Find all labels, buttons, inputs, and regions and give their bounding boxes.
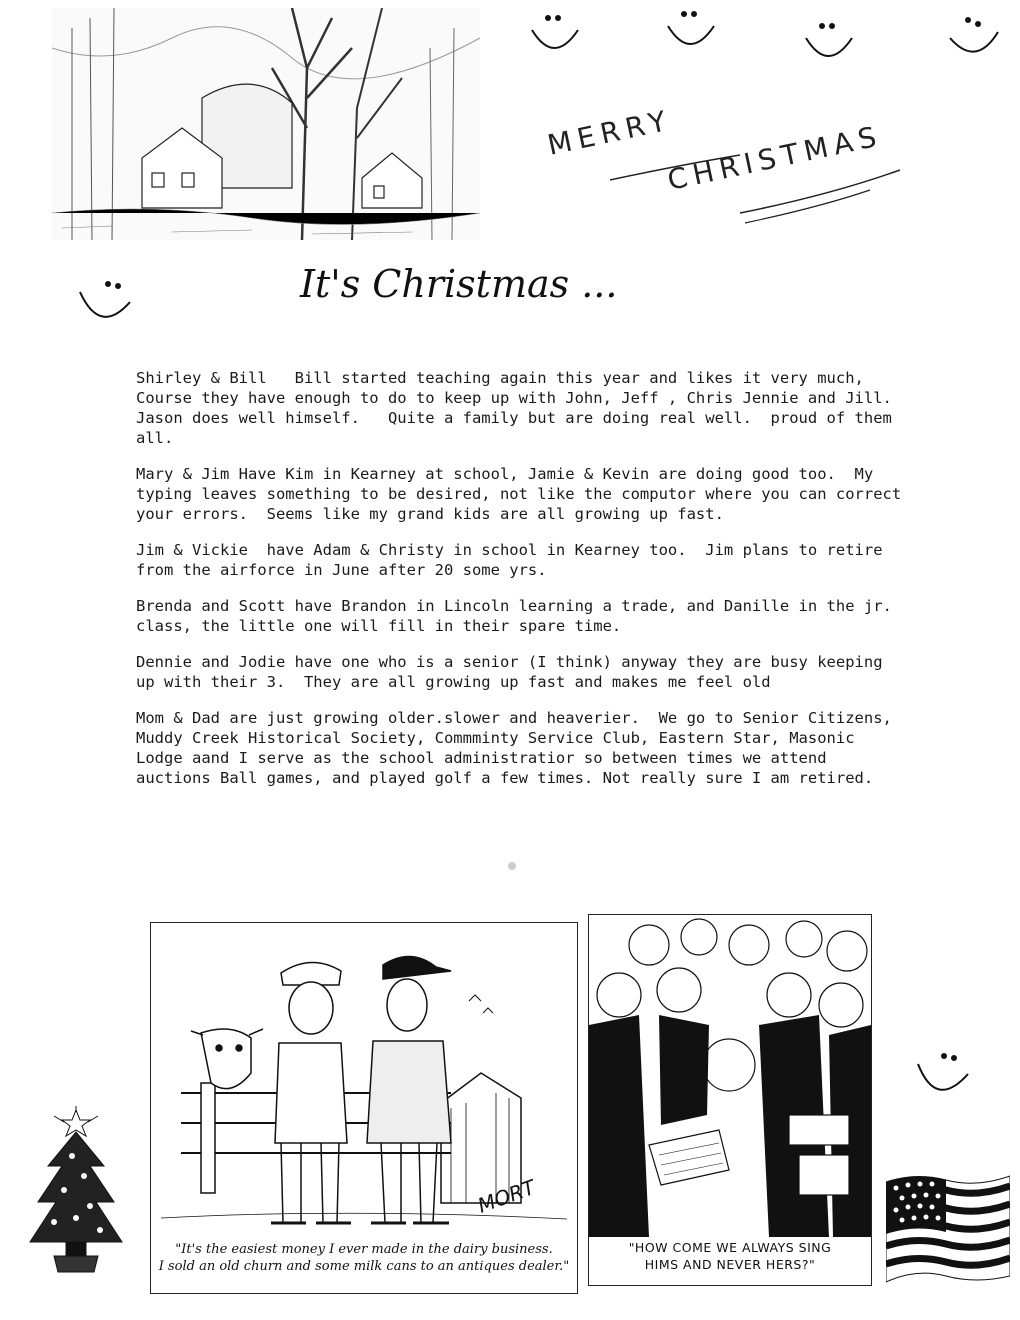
dairy-cartoon-caption	[151, 1241, 577, 1275]
page-title: It's Christmas ...	[300, 262, 618, 306]
smiley-face-icon	[798, 16, 858, 66]
choir-cartoon-signature: ~	[809, 1217, 819, 1230]
christmas-tree-icon	[24, 1106, 128, 1276]
choir-cartoon-caption	[589, 1239, 871, 1273]
smiley-face-icon	[524, 8, 584, 58]
paper-speck	[508, 862, 516, 870]
smiley-face-icon	[940, 10, 1000, 60]
smiley-face-icon	[74, 276, 134, 326]
choir-cartoon	[588, 914, 872, 1286]
greeting-line2: CHRISTMAS	[664, 119, 885, 197]
smiley-face-icon	[660, 4, 720, 54]
letter-body	[136, 368, 920, 804]
choir-caption-line1: "HOW COME WE ALWAYS SING	[628, 1240, 832, 1255]
choir-cartoon-drawing	[589, 915, 871, 1237]
dairy-cartoon	[150, 922, 578, 1294]
cartoonist-signature: MORT	[474, 1174, 539, 1218]
merry-christmas-handwriting	[540, 85, 940, 235]
paragraph-jim-vickie: Jim & Vickie have Adam & Christy in school in Kearney too. Jim plans to retire from the airforce in June after 20 some yrs.	[136, 541, 892, 579]
greeting-line1: MERRY	[544, 103, 675, 162]
paragraph-mom-dad: Mom & Dad are just growing older.slower and heaverier. We go to Senior Citizens, Muddy Creek Historical Society, Commminty Service Club, Eastern Star, Masonic Lodge aand I serve as the school administratior so between times we attend auctions Ball games, and played golf a few times. Not really sure I am retired.	[136, 709, 902, 787]
dairy-caption-line1: "It's the easiest money I ever made in the dairy business.	[175, 1242, 553, 1257]
winter-scene-illustration	[52, 8, 480, 240]
dairy-caption-line2: I sold an old churn and some milk cans to an antiques dealer."	[158, 1259, 570, 1274]
paragraph-shirley-bill: Shirley & Bill Bill started teaching again this year and likes it very much, Course they have enough to do to keep up with John, Jeff , Chris Jennie and Jill. Jason does well himself. Quite a family but are doing real well. proud of them all.	[136, 369, 920, 447]
paragraph-brenda-scott: Brenda and Scott have Brandon in Lincoln learning a trade, and Danille in the jr. class, the little one will fill in their spare time.	[136, 597, 902, 635]
choir-caption-line2: HIMS AND NEVER HERS?"	[644, 1257, 816, 1272]
paragraph-mary-jim: Mary & Jim Have Kim in Kearney at school, Jamie & Kevin are doing good too. My typing leaves something to be desired, not like the computor where you can correct your errors. Seems like my grand kids are all growing up fast.	[136, 465, 911, 523]
dairy-cartoon-drawing	[151, 923, 577, 1233]
paragraph-dennie-jodie: Dennie and Jodie have one who is a senior (I think) anyway they are busy keeping up with their 3. They are all growing up fast and makes me feel old	[136, 653, 892, 691]
smiley-face-icon	[912, 1046, 972, 1102]
american-flag-icon	[886, 1172, 1010, 1292]
